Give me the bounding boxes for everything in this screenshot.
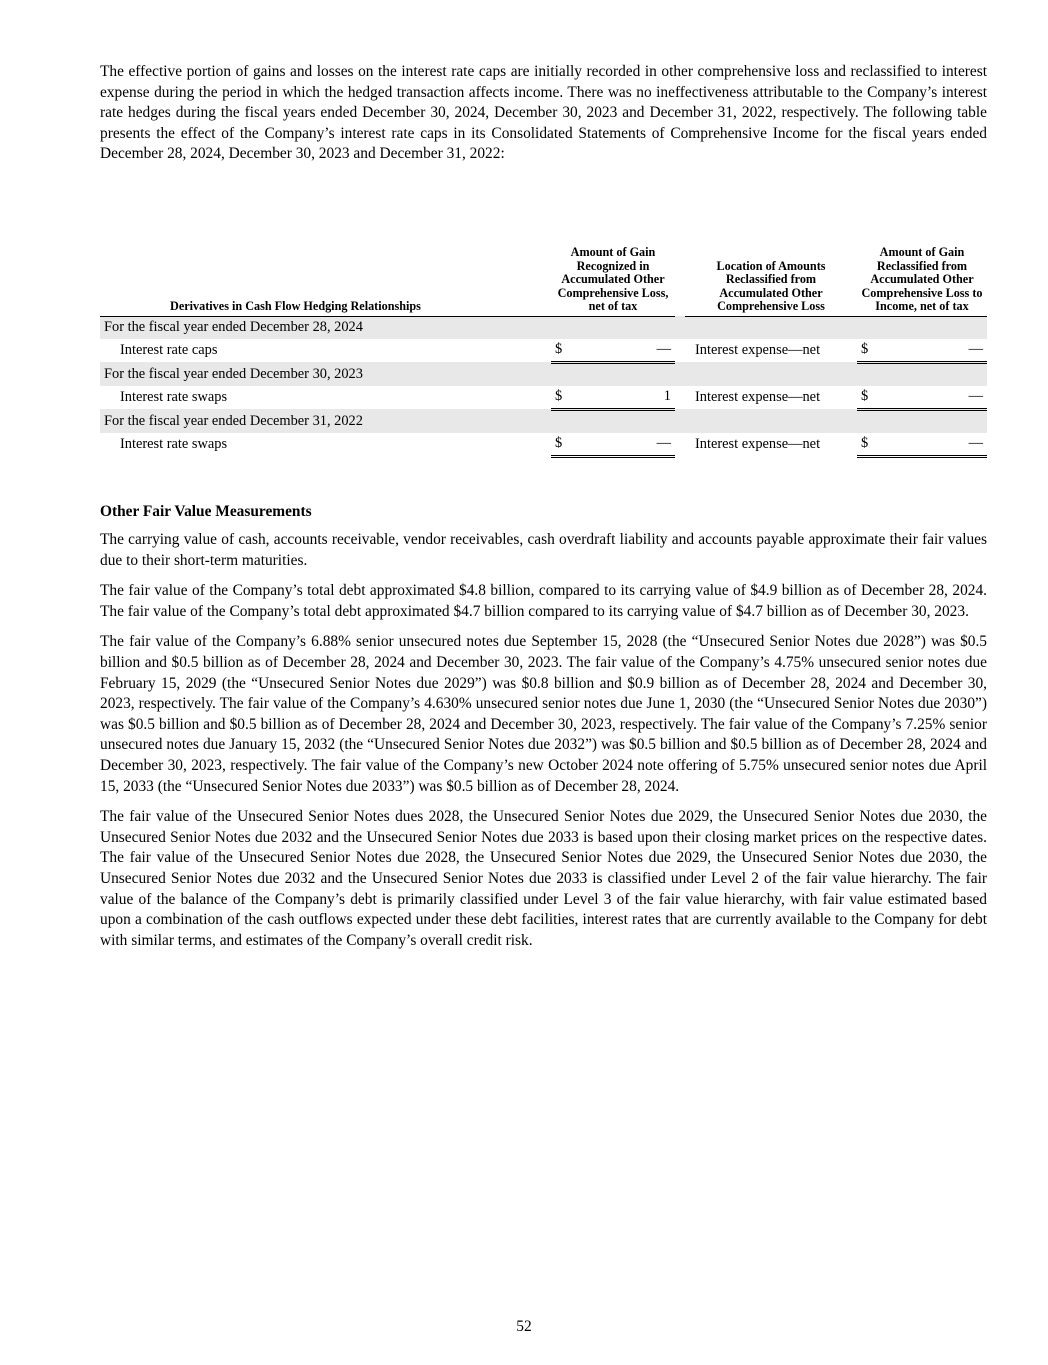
row-reclassified: [857, 386, 987, 410]
recognized-value: 1: [663, 388, 671, 405]
header-location: [685, 246, 857, 316]
header-gain-recognized: [551, 246, 675, 316]
paragraph-carrying-value: The carrying value of cash, accounts receivable, vendor receivables, cash overdraft liability and accounts payable approximate their fair values due to their short-term maturities.: [100, 531, 987, 569]
reclassified-value: —: [968, 341, 983, 358]
intro-block: [100, 62, 987, 175]
header-gap: [675, 246, 685, 316]
paragraph-fair-value-hierarchy: The fair value of the Unsecured Senior Notes dues 2028, the Unsecured Senior Notes due 2029, the Unsecured Senior Notes due 2030, the Unsecured Senior Notes due 2032 and the Unsecured Senior Notes due 2033 is based upon their closing market prices on the respective dates. The fair value of the Unsecured Senior Notes due 2028, the Unsecured Senior Notes due 2029, the Unsecured Senior Notes due 2030, the Unsecured Senior Notes due 2032 and the Unsecured Senior Notes due 2033 is classified under Level 2 of the fair value hierarchy. The fair value of the balance of the Company’s debt is primarily classified under Level 3 of the fair value hierarchy, with fair value estimated based upon a combination of the cash outflows expected under these debt facilities, interest rates that are currently available to the Company for debt with similar terms, and estimates of the Company’s overall credit risk.: [100, 808, 987, 949]
row-item: Interest rate caps: [120, 342, 218, 359]
section-heading: Other Fair Value Measurements: [100, 503, 312, 520]
header-gain-reclassified-text: Amount of Gain Reclassified from Accumulated Other Comprehensive Loss to Income, net of tax: [861, 245, 983, 314]
row-location: Interest expense—net: [695, 342, 821, 359]
row-item: Interest rate swaps: [120, 436, 228, 453]
table-row: [100, 339, 987, 363]
row-recognized: [551, 339, 675, 363]
currency-symbol: $: [861, 341, 869, 358]
reclassified-value: —: [968, 435, 983, 452]
paragraph-senior-notes: The fair value of the Company’s 6.88% senior unsecured notes due September 15, 2028 (the “Unsecured Senior Notes due 2028”) was $0.5 billion and $0.5 billion as of December 28, 2024 and December 30, 2023. The fair value of the Company’s 4.75% unsecured senior notes due February 15, 2029 (the “Unsecured Senior Notes due 2029”) was $0.8 billion and $0.9 billion as of December 28, 2024 and December 30, 2023, respectively. The fair value of the Company’s 4.630% unsecured senior notes due June 1, 2030 (the “Unsecured Senior Notes due 2030”) was $0.5 billion and $0.5 billion as of December 28, 2024 and December 30, 2023, respectively. The fair value of the Company’s 7.25% senior unsecured notes due January 15, 2032 (the “Unsecured Senior Notes due 2032”) was $0.5 billion and $0.5 billion as of December 28, 2024 and December 30, 2023, respectively. The fair value of the Company’s new October 2024 note offering of 5.75% unsecured senior notes due April 15, 2033 (the “Unsecured Senior Notes due 2033”) was $0.5 billion as of December 28, 2024.: [100, 633, 987, 795]
reclassified-value: —: [968, 388, 983, 405]
header-location-text: Location of Amounts Reclassified from Accumulated Other Comprehensive Loss: [716, 258, 826, 314]
table-row: [100, 386, 987, 410]
hedging-table: [100, 246, 987, 458]
row-reclassified: [857, 339, 987, 363]
header-gain-reclassified: [857, 246, 987, 316]
currency-symbol: $: [555, 388, 563, 405]
header-gain-recognized-text: Amount of Gain Recognized in Accumulated Other Comprehensive Loss, net of tax: [557, 245, 669, 314]
table-row: [100, 433, 987, 457]
section-label: For the fiscal year ended December 31, 2022: [100, 409, 987, 433]
row-location: Interest expense—net: [695, 389, 821, 406]
section-label: For the fiscal year ended December 28, 2024: [100, 316, 987, 339]
section-row-2024: [100, 316, 987, 339]
row-gap: [675, 339, 685, 363]
row-location: Interest expense—net: [695, 436, 821, 453]
intro-paragraph: The effective portion of gains and losses on the interest rate caps are initially recorded in other comprehensive loss and reclassified to interest expense during the period in which the hedged transaction affects income. There was no ineffectiveness attributable to the Company’s interest rate hedges during the fiscal years ended December 30, 2024, December 30, 2023 and December 31, 2022, respectively. The following table presents the effect of the Company’s interest rate caps in its Consolidated Statements of Comprehensive Income for the fiscal years ended December 28, 2024, December 30, 2023 and December 31, 2022:: [100, 63, 987, 163]
header-derivatives: Derivatives in Cash Flow Hedging Relationships: [100, 246, 551, 316]
recognized-value: —: [656, 341, 671, 358]
row-recognized: [551, 386, 675, 410]
recognized-value: —: [656, 435, 671, 452]
section-label: For the fiscal year ended December 30, 2023: [100, 362, 987, 386]
row-recognized: [551, 433, 675, 457]
row-item: Interest rate swaps: [120, 389, 228, 406]
row-reclassified: [857, 433, 987, 457]
fair-value-section: [100, 502, 987, 961]
row-gap: [675, 433, 685, 457]
row-gap: [675, 386, 685, 410]
table-header-row: [100, 246, 987, 316]
currency-symbol: $: [861, 388, 869, 405]
section-row-2022: [100, 409, 987, 433]
currency-symbol: $: [861, 435, 869, 452]
page-number: 52: [516, 1318, 532, 1335]
currency-symbol: $: [555, 341, 563, 358]
section-row-2023: [100, 362, 987, 386]
currency-symbol: $: [555, 435, 563, 452]
paragraph-total-debt: The fair value of the Company’s total debt approximated $4.8 billion, compared to its carrying value of $4.9 billion as of December 28, 2024. The fair value of the Company’s total debt approximated $4.7 billion compared to its carrying value of $4.7 billion as of December 30, 2023.: [100, 582, 987, 620]
